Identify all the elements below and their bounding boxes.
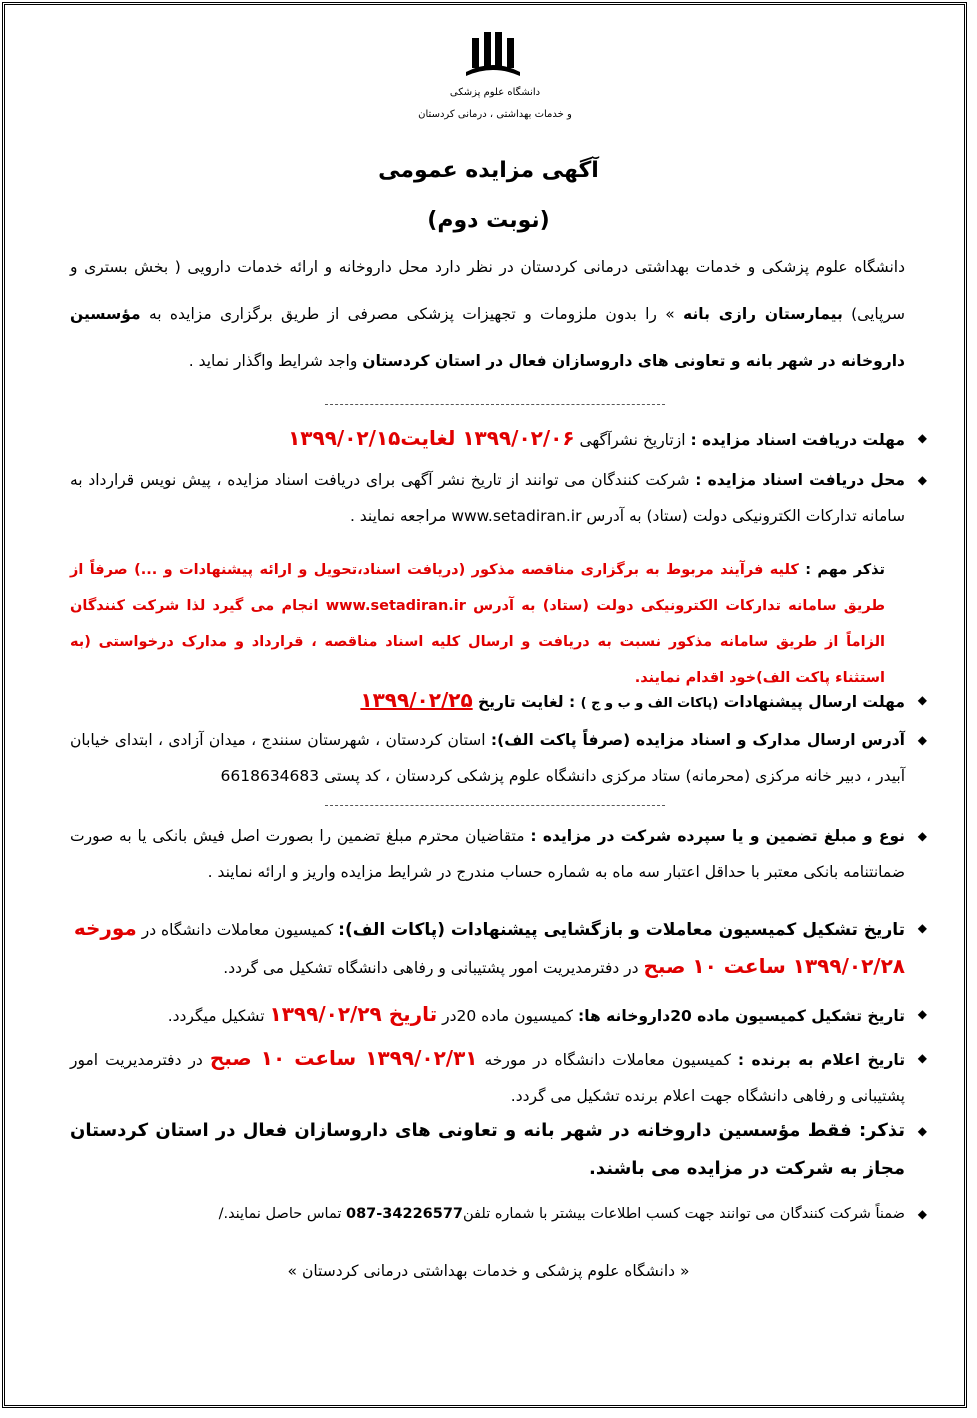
list-item-guarantee: ◆ نوع و مبلغ تضمین و یا سپرده شرکت در مزایده : متقاضیان محترم مبلغ تضمین را بصورت اصل فیش بانکی یا به صورت ضمانتنامه بانکی معتبر با حداقل اعتبار سه ماه به شماره حساب مندرج در شرایط مزایده واریز و ارائه نمایند . [70,818,905,890]
list-item-location: ◆ محل دریافت اسناد مزایده : شرکت کنندگان می توانند از تاریخ نشر آگهی برای دریافت اسناد مزایده ، پیش نویس قرارداد به سامانه تدارکات الکترونیکی دولت (ستاد) به آدرس www.setadiran.ir مراجعه نمایند . [70,462,905,534]
bullet-icon: ◆ [917,733,927,747]
list-item-commission: ◆ تاریخ تشکیل کمیسیون معاملات و بازگشایی پیشنهادات (پاکات الف): کمیسیون معاملات دانشگاه در مورخه ۱۳۹۹/۰۲/۲۸ ساعت ۱۰ صبح در دفترمدیریت امور پشتیبانی و رفاهی دانشگاه تشکیل می گردد. [70,910,905,986]
university-logo-icon [458,28,528,78]
bullet-icon: ◆ [917,1124,927,1138]
list-item-reminder: ◆ تذکر: فقط مؤسسین داروخانه در شهر بانه و تعاونی های داروسازان فعال در استان کردستان مجاز به شرکت در مزایده می باشند. [70,1112,905,1188]
list-item-article-20: ◆ تاریخ تشکیل کمیسیون ماده 20داروخانه ها: کمیسیون ماده 20در تاریخ ۱۳۹۹/۰۲/۲۹ تشکیل میگردد. [70,996,905,1034]
logo-line-1: دانشگاه علوم پزشکی [449,87,541,98]
deadline-dates: ۱۳۹۹/۰۲/۰۶ لغایت۱۳۹۹/۰۲/۱۵ [288,426,575,450]
bullet-icon: ◆ [917,473,927,487]
winner-date: ۱۳۹۹/۰۲/۳۱ ساعت ۱۰ صبح [209,1046,478,1070]
contact-phone: 34226577-087 [345,1206,464,1222]
bullet-icon: ◆ [917,431,927,445]
divider [325,404,665,405]
bullet-icon: ◆ [917,921,927,935]
bullet-icon: ◆ [917,693,927,707]
page-title: آگهی مزایده عمومی [378,158,599,183]
hospital-name: بیمارستان رازی بانه [683,305,843,323]
list-item-address: ◆ آدرس ارسال مدارک و اسناد مزایده (صرفاً پاکت الف): استان کردستان ، شهرستان سنندج ، میدان آزادی ، ابتدای خیابان آبیدر ، دبیر خانه مرکزی (محرمانه) ستاد مرکزی دانشگاه علوم پزشکی کردستان ، کد پستی 6618634683 [70,722,905,794]
list-item-contact: ◆ ضمناً شرکت کنندگان می توانند جهت کسب اطلاعات بیشتر با شماره تلفن34226577-087 تماس حاصل نمایند./ [70,1196,905,1232]
intro-paragraph: دانشگاه علوم پزشکی و خدمات بهداشتی درمانی کردستان در نظر دارد محل داروخانه و ارائه خدمات دارویی ( بخش بستری و سرپایی) بیمارستان رازی بانه » را بدون ملزومات و تجهیزات پزشکی مصرفی از طریق برگزاری مزایده به مؤسسین داروخانه در شهر بانه و تعاونی های داروسازان فعال در استان کردستان واجد شرایط واگذار نماید . [70,258,905,370]
bullet-icon: ◆ [917,1207,927,1221]
list-item-deadline: ◆ مهلت دریافت اسناد مزایده : ازتاریخ نشرآگهی ۱۳۹۹/۰۲/۰۶ لغایت۱۳۹۹/۰۲/۱۵ [70,420,905,458]
article-20-date: تاریخ ۱۳۹۹/۰۲/۲۹ [269,1002,438,1026]
list-item-winner: ◆ تاریخ اعلام به برنده : کمیسیون معاملات دانشگاه در مورخه ۱۳۹۹/۰۲/۳۱ ساعت ۱۰ صبح در دفترمدیریت امور پشتیبانی و رفاهی دانشگاه جهت اعلام برنده تشکیل می گردد. [70,1040,905,1114]
bullet-icon: ◆ [917,829,927,843]
eligible-parties: مؤسسین داروخانه در شهر بانه و تعاونی های داروسازان فعال در استان کردستان [70,305,905,370]
divider [325,805,665,806]
submission-date: ۱۳۹۹/۰۲/۲۵ [360,688,473,712]
important-note: تذکر مهم : کلیه فرآیند مربوط به برگزاری مناقصه مذکور (دریافت اسناد،تحویل و ارائه پیشنهادات و ...) صرفاً از طریق سامانه تدارکات الکترونیکی دولت (ستاد) به آدرس www.setadiran.ir انجام می گیرد لذا شرکت کنندگان الزاماً از طریق سامانه مذکور نسبت به دریافت و ارسال کلیه اسناد مناقصه ، قرارداد و مدارک درخواستی (به استثناء پاکت الف)خود اقدام نمایند. [70,562,885,686]
bullet-icon: ◆ [917,1007,927,1021]
page-subtitle: (نوبت دوم) [427,208,550,233]
list-item-submission: ◆ مهلت ارسال پیشنهادات (پاکات الف و ب و ج ) : لغایت تاریخ ۱۳۹۹/۰۲/۲۵ [70,682,905,722]
logo-line-2: و خدمات بهداشتی ، درمانی کردستان [418,109,572,120]
bullet-icon: ◆ [917,1051,927,1065]
commission-date: ۱۳۹۹/۰۲/۲۸ ساعت ۱۰ صبح [643,954,905,978]
footer-signature: « دانشگاه علوم پزشکی و خدمات بهداشتی درمانی کردستان » [287,1262,690,1280]
